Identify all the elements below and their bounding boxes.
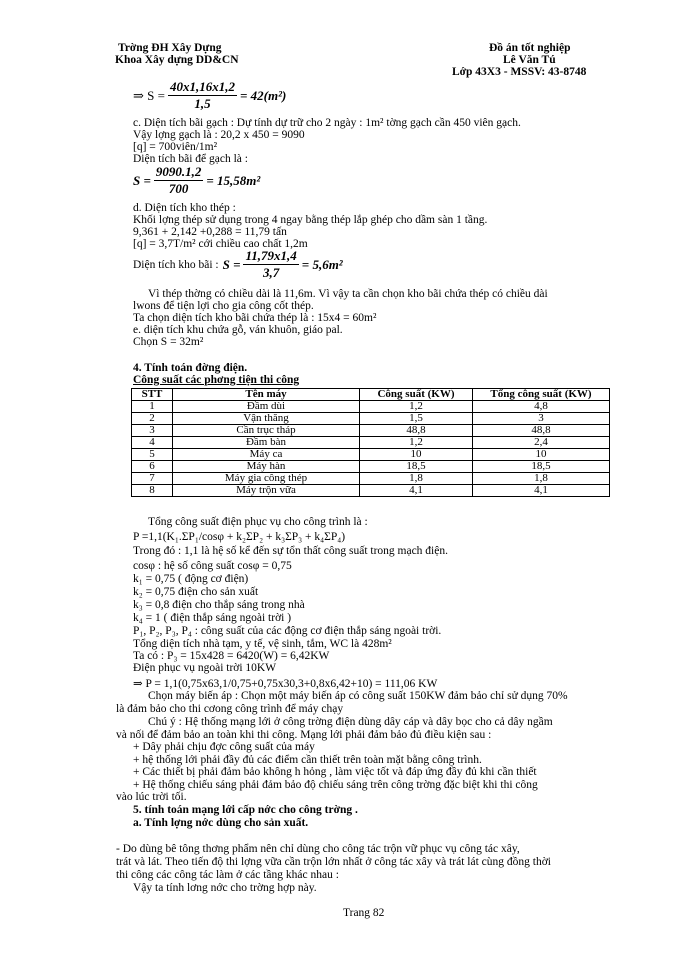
table-cell: 8 (132, 485, 173, 497)
table-row (132, 437, 610, 449)
steel-line1: d. Diện tích kho thép : (133, 202, 236, 214)
table-cell: Máy hàn (173, 461, 360, 473)
table-cell: 3 (473, 413, 610, 425)
steel-para5: Chọn S = 32m² (133, 336, 204, 348)
table-cell: 2,4 (473, 437, 610, 449)
table-cell: 4,1 (360, 485, 473, 497)
header-faculty: Khoa Xây dựng DD&CN (115, 54, 239, 66)
table-cell: Vận thăng (173, 413, 360, 425)
s4-line-12: ⇒ P = 1,1(0,75x63,1/0,75+0,75x30,3+0,8x6,42+10) = 111,06 KW (133, 678, 438, 690)
formula-result: = 15,58m² (206, 172, 261, 188)
table-header-name: Tên máy (173, 389, 360, 401)
s4-line-20: + Hệ thống chiếu sáng phải đảm bảo độ chiếu sáng trên công trờng đặc biệt khi thi công (133, 779, 538, 791)
header-class-id: Lớp 43X3 - MSSV: 43-8748 (452, 66, 587, 78)
formula-lhs: S = (222, 256, 241, 272)
s4-line-8: P₁, P₂, P₃, P₄ : công suất của các động cơ điện thắp sáng ngoài trời. (133, 625, 442, 637)
table-cell: 4,1 (473, 485, 610, 497)
s4-line-15: Chú ý : Hệ thống mạng lới ở công trờng điện dùng dây cáp và dây bọc cho cả dây ngầm (148, 716, 553, 728)
s4-line-3: cosφ : hệ số công suất cosφ = 0,75 (133, 560, 292, 572)
table-cell: 7 (132, 473, 173, 485)
formula-area-s (133, 79, 286, 112)
formula-result: = 42(m²) (239, 87, 287, 103)
steel-line2: Khối lợng thép sử dụng trong 4 ngay bằng thép lắp ghép cho dầm sàn 1 tầng. (133, 214, 488, 226)
formula-denominator: 1,5 (194, 96, 211, 111)
table-cell: 48,8 (473, 425, 610, 437)
s4-line-0: Tổng công suất điện phục vụ cho công trình là : (148, 516, 368, 528)
formula-numerator: 11,79x1,4 (245, 248, 297, 263)
table-cell: Cần trục tháp (173, 425, 360, 437)
table-cell: 1 (132, 401, 173, 413)
s5-para2: trát và lát. Theo tiến độ thi lợng vữa cần trộn lớn nhất ở công tác xây và trát lát cùng đồng thời (116, 856, 551, 868)
table-cell: 3 (132, 425, 173, 437)
table-row (132, 449, 610, 461)
page-number: Trang 82 (343, 907, 385, 919)
s4-line-14: là đảm bảo cho thi cơong công trình để máy chạy (116, 703, 344, 715)
table-row (132, 413, 610, 425)
formula-numerator: 40x1,16x1,2 (169, 79, 235, 94)
header-author: Lê Văn Tú (503, 54, 556, 66)
table-cell: 48,8 (360, 425, 473, 437)
brick-line1: c. Diện tích bãi gạch : Dự tính dự trữ cho 2 ngày : 1m² tờng gạch cần 450 viên gạch. (133, 117, 521, 129)
s4-line-6: k₃ = 0,8 điện cho thắp sáng trong nhà (133, 599, 305, 611)
steel-para3: Ta chọn diện tích kho bãi chứa thép là : 15x4 = 60m² (133, 312, 377, 324)
s4-line-2: Trong đó : 1,1 là hệ số kể đến sự tổn thất công suất trong mạch điện. (133, 545, 448, 557)
table-cell: 10 (360, 449, 473, 461)
table-header-stt: STT (132, 389, 173, 401)
s4-line-10: Ta có : P₃ = 15x428 = 6420(W) = 6,42KW (133, 650, 330, 662)
brick-line3: [q] = 700viên/1m² (133, 141, 218, 153)
steel-para2: lwons để tiện lợi cho gia công cốt thép. (133, 300, 314, 312)
table-row (132, 401, 610, 413)
section5-subtitle: a. Tính lợng nớc dùng cho sản xuất. (133, 817, 309, 829)
table-cell: 4,8 (473, 401, 610, 413)
s4-line-13: Chọn máy biến áp : Chọn một máy biến áp có công suất 150KW đảm bảo chỉ sử dụng 70% (148, 690, 568, 702)
table-cell: Đầm bàn (173, 437, 360, 449)
section5-title: 5. tính toán mạng lới cấp nớc cho công trờng . (133, 804, 358, 816)
table-cell: 5 (132, 449, 173, 461)
formula-denominator: 3,7 (263, 265, 280, 280)
formula-label: Diện tích kho bãi : (133, 258, 219, 271)
table-cell: 4 (132, 437, 173, 449)
formula-denominator: 700 (168, 181, 189, 196)
s5-para3: thi công các công tác làm ở các tầng khác nhau : (116, 869, 339, 881)
table-cell: Máy trộn vữa (173, 485, 360, 497)
s5-para4: Vậy ta tính lơng nớc cho trờng hợp này. (133, 882, 317, 894)
table-row (132, 425, 610, 437)
brick-line4: Diện tích bãi để gạch là : (133, 153, 248, 165)
s4-line-1: P =1,1(K₁.ΣP₁/cosφ + k₂ΣP₂ + k₃ΣP₃ + k₄ΣP₄) (133, 531, 346, 543)
table-cell: Đầm dùi (173, 401, 360, 413)
steel-line4: [q] = 3,7T/m² cới chiều cao chất 1,2m (133, 238, 308, 250)
table-header-power: Công suất (KW) (360, 389, 473, 401)
power-table (131, 388, 610, 497)
table-cell: Máy ca (173, 449, 360, 461)
brick-line2: Vậy lợng gạch là : 20,2 x 450 = 9090 (133, 129, 305, 141)
s5-para1: - Do dùng bê tông thơng phẩm nên chỉ dùng cho công tác trộn vữ phục vụ công tác xây, (116, 843, 520, 855)
table-row (132, 485, 610, 497)
formula-result: = 5,6m² (301, 256, 343, 272)
steel-para1: Vì thép thờng có chiều dài là 11,6m. Vì vậy ta cần chọn kho bãi chứa thép có chiều dài (148, 288, 548, 300)
table-header-total: Tổng công suất (KW) (473, 389, 610, 401)
section4-title: 4. Tính toán đờng điện. (133, 362, 248, 374)
formula-numerator: 9090.1,2 (155, 164, 202, 179)
formula-steel (133, 248, 343, 281)
table-cell: 18,5 (360, 461, 473, 473)
table-cell: 1,8 (360, 473, 473, 485)
s4-line-21: vào lúc trời tối. (116, 791, 187, 803)
table-cell: 1,5 (360, 413, 473, 425)
table-row (132, 461, 610, 473)
table-cell: Máy gia công thép (173, 473, 360, 485)
s4-line-17: + Dây phải chịu đợc công suất của máy (133, 741, 315, 753)
table-cell: 1,2 (360, 437, 473, 449)
table-cell: 10 (473, 449, 610, 461)
header-doc-title: Đồ án tốt nghiệp (489, 42, 571, 54)
section4-subtitle: Công suất các phơng tiện thi công (133, 374, 300, 386)
s4-line-5: k₂ = 0,75 điện cho sản xuất (133, 586, 259, 598)
table-cell: 1,8 (473, 473, 610, 485)
steel-line3: 9,361 + 2,142 +0,288 = 11,79 tấn (133, 226, 287, 238)
s4-line-11: Điện phục vụ ngoài trời 10KW (133, 662, 277, 674)
formula-prefix: S = (133, 172, 151, 188)
steel-para4: e. diện tích khu chứa gỗ, ván khuôn, giáo pal. (133, 324, 343, 336)
s4-line-18: + hệ thống lới phải đầy đủ các điểm cần thiết trên toàn mặt bằng công trình. (133, 754, 482, 766)
s4-line-9: Tổng diện tích nhà tạm, y tế, vệ sinh, tắm, WC là 428m² (133, 638, 392, 650)
formula-prefix: ⇒ S = (133, 87, 165, 103)
s4-line-7: k₄ = 1 ( điện thắp sáng ngoài trời ) (133, 612, 292, 624)
table-header-row (132, 389, 610, 401)
header-school: Trờng ĐH Xây Dựng (118, 42, 222, 54)
s4-line-19: + Các thiết bị phải đảm bảo không h hỏng , làm việc tốt và đáp ứng đầy đủ khi cần thiết (133, 766, 537, 778)
s4-line-4: k₁ = 0,75 ( động cơ điện) (133, 573, 249, 585)
table-cell: 2 (132, 413, 173, 425)
table-cell: 18,5 (473, 461, 610, 473)
s4-line-16: và nối để đảm bảo an toàn khi thi công. Mạng lới phải đảm bảo đủ điều kiện sau : (116, 729, 492, 741)
formula-brick (133, 164, 260, 197)
table-cell: 6 (132, 461, 173, 473)
table-cell: 1,2 (360, 401, 473, 413)
table-row (132, 473, 610, 485)
